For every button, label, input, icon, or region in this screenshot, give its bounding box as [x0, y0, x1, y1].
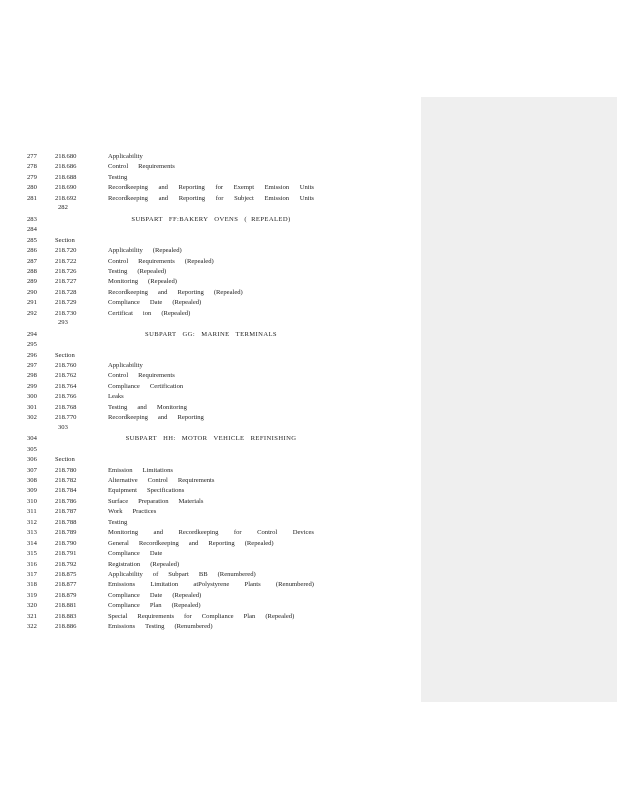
document-line [0, 622, 420, 632]
line-number: 311 [27, 508, 37, 516]
section-title-word: and [157, 414, 168, 422]
section-title-word: (Repealed) [148, 278, 177, 286]
section-title-word: Subpart [168, 571, 189, 578]
section-title-word: Requirements [138, 163, 175, 171]
document-line [0, 318, 420, 328]
section-number: 218.730 [55, 309, 77, 317]
document-line [0, 560, 420, 570]
section-title [108, 612, 314, 622]
document-line [0, 246, 420, 256]
section-label: Section [55, 456, 75, 464]
document-line [0, 183, 420, 193]
section-title [108, 486, 314, 496]
section-number: 218.881 [55, 602, 77, 610]
section-title-word: Equipment [108, 487, 137, 495]
section-title-word: Emissions [108, 623, 136, 631]
section-title-word: (Repealed) [171, 602, 201, 610]
section-number: 218.790 [55, 539, 77, 547]
line-number: 299 [27, 382, 37, 390]
section-title [108, 361, 314, 371]
line-number: 319 [27, 591, 37, 599]
section-title-word: Subject [234, 194, 254, 202]
section-title-word: Alternative [108, 476, 138, 484]
section-title-word: (Renumbered) [174, 623, 213, 631]
line-number: 291 [27, 299, 37, 307]
section-title-word: Testing [108, 403, 128, 411]
line-number: 321 [27, 612, 37, 620]
subpart-heading: SUBPART FF:BAKERY OVENS ( REPEALED) [131, 215, 291, 223]
section-title [108, 591, 314, 601]
document-line [0, 215, 420, 225]
section-title-word: Monitoring [108, 529, 139, 537]
document-line [0, 476, 420, 486]
section-number: 218.875 [55, 571, 77, 578]
document-line [0, 361, 420, 371]
subpart-heading: SUBPART GG: MARINE TERMINALS [145, 330, 277, 338]
section-title-word: Testing [108, 518, 128, 526]
section-title [108, 403, 314, 413]
section-number: 218.728 [55, 288, 77, 296]
section-title-word: Date [149, 591, 163, 599]
document-line [0, 497, 420, 507]
section-title [108, 183, 314, 193]
line-number: 281 [27, 194, 37, 202]
line-number: 312 [27, 518, 37, 526]
line-number: 286 [27, 247, 37, 255]
document-line [0, 392, 420, 402]
section-title-word: Surface [108, 497, 129, 505]
section-title-word: Recordkeeping [138, 539, 179, 547]
section-title-word: Reporting [178, 184, 205, 192]
section-number: 218.782 [55, 476, 77, 484]
section-title-word: Reporting [208, 539, 235, 547]
section-title-word: Preparation [138, 497, 169, 505]
section-number: 218.768 [55, 403, 77, 411]
line-number: 280 [27, 184, 37, 192]
document-line [0, 445, 420, 455]
line-number: 307 [27, 466, 37, 474]
section-title [108, 277, 314, 287]
section-title [108, 371, 314, 381]
section-title-word: and [157, 288, 168, 296]
section-title-word: Control [147, 476, 168, 484]
section-title-word: Reporting [177, 414, 204, 422]
section-title-word: and [188, 539, 199, 547]
section-number: 218.877 [55, 581, 77, 589]
line-number: 298 [27, 372, 37, 380]
section-title-word: Plan [149, 602, 162, 610]
line-number: 290 [27, 288, 37, 296]
section-title [108, 549, 314, 559]
section-title-word: Plants [244, 581, 261, 589]
section-title [108, 288, 314, 298]
section-title [108, 267, 314, 277]
section-number: 218.720 [55, 247, 77, 255]
line-number: 320 [27, 602, 37, 610]
section-title-word: Control [108, 372, 129, 380]
section-title-word: (Repealed) [265, 612, 295, 620]
document-line [0, 466, 420, 476]
section-title-word: (Repealed) [152, 247, 182, 255]
document-line [0, 236, 420, 246]
document-line [0, 162, 420, 172]
section-title-word: for [215, 194, 224, 202]
section-title-word: (Repealed) [244, 539, 274, 547]
section-title-word: for [184, 612, 192, 620]
line-number: 278 [27, 163, 37, 171]
document-line [0, 298, 420, 308]
section-title-word: Recordkeeping [108, 288, 148, 296]
section-title-word: (Repealed) [172, 591, 202, 599]
document-line [0, 507, 420, 517]
section-title-word: Compliance [108, 299, 140, 307]
section-title-word: Compliance [108, 591, 140, 599]
document-line [0, 203, 420, 213]
section-title-word: Reporting [177, 288, 204, 296]
document-line [0, 277, 420, 287]
document-line [0, 455, 420, 465]
section-title-word: Requirements [138, 372, 175, 380]
document-line [0, 601, 420, 611]
document-line [0, 612, 420, 622]
section-title-word: Monitoring [156, 403, 187, 411]
section-number: 218.764 [55, 382, 77, 390]
section-title-word: Applicability [108, 247, 143, 255]
section-title-word: BB [198, 571, 208, 578]
section-title [108, 298, 314, 308]
document-line [0, 549, 420, 559]
wrapped-line-number: 303 [58, 423, 68, 431]
section-number: 218.690 [55, 184, 77, 192]
section-title-word: Control [108, 163, 129, 171]
document-line [0, 152, 420, 162]
line-number: 279 [27, 173, 37, 181]
section-number: 218.688 [55, 173, 77, 181]
section-title-word: Emission [264, 194, 290, 202]
section-title-word: of [152, 571, 159, 578]
line-number: 315 [27, 550, 37, 558]
section-number: 218.786 [55, 497, 77, 505]
line-number: 301 [27, 403, 37, 411]
document-line [0, 434, 420, 444]
section-title-word: Certification [149, 382, 184, 390]
section-title-word: Compliance [108, 550, 140, 558]
section-title [108, 570, 314, 580]
section-title-word: Control [257, 529, 278, 537]
document-line [0, 570, 420, 580]
document-line [0, 518, 420, 528]
section-title-word: Control [108, 257, 129, 265]
line-number: 309 [27, 487, 37, 495]
section-title-word: (Repealed) [213, 288, 243, 296]
line-number: 283 [27, 215, 37, 223]
section-title-word: Applicability [108, 362, 143, 369]
section-number: 218.788 [55, 518, 77, 526]
section-number: 218.680 [55, 153, 77, 160]
document-line [0, 288, 420, 298]
section-number: 218.770 [55, 414, 77, 422]
section-number: 218.883 [55, 612, 77, 620]
section-number: 218.762 [55, 372, 77, 380]
section-title-word: Special [108, 612, 128, 620]
section-title-word: General [108, 539, 129, 547]
section-number: 218.766 [55, 393, 77, 401]
section-title-word: and [137, 403, 147, 411]
document-line [0, 528, 420, 538]
section-title-word: Testing [145, 623, 165, 631]
section-title-word: Recordkeeping [178, 529, 219, 537]
section-number: 218.784 [55, 487, 77, 495]
section-title-word: (Repealed) [137, 267, 167, 275]
section-number: 218.760 [55, 362, 77, 369]
section-title-word: Limitations [142, 466, 173, 474]
section-title-word: Exempt [233, 184, 255, 192]
line-number: 306 [27, 456, 37, 464]
document-line [0, 225, 420, 235]
section-title-word: Devices [292, 529, 314, 537]
section-title-word: Recordkeeping [108, 184, 148, 192]
section-title-word: Testing [108, 267, 128, 275]
section-number: 218.879 [55, 591, 77, 599]
section-title-word: Monitoring [108, 278, 139, 286]
section-title-word: and [153, 529, 164, 537]
section-title-word: Leaks [108, 393, 124, 401]
line-number: 284 [27, 226, 37, 234]
document-line [0, 257, 420, 267]
section-title-word: Practices [132, 508, 157, 516]
section-number: 218.692 [55, 194, 77, 202]
section-title-word: Recordkeeping [108, 414, 148, 422]
section-title-word: Requirements [177, 476, 215, 484]
line-number: 310 [27, 497, 37, 505]
section-number: 218.780 [55, 466, 77, 474]
section-title-word: Certificat [108, 309, 133, 317]
document-line [0, 539, 420, 549]
line-number: 285 [27, 236, 37, 244]
section-number: 218.791 [55, 550, 77, 558]
line-number: 296 [27, 351, 37, 359]
wrapped-line-number: 293 [58, 319, 68, 327]
section-title-word: Date [149, 550, 163, 558]
line-number: 302 [27, 414, 37, 422]
section-title-word: (Repealed) [172, 299, 202, 307]
section-title-word: Materials [178, 497, 204, 505]
section-title-word: Compliance [201, 612, 234, 620]
section-title-word: Applicability [108, 571, 143, 578]
line-number: 322 [27, 623, 37, 631]
section-title-word: Date [149, 299, 163, 307]
line-number: 304 [27, 435, 37, 443]
section-title-word: Applicability [108, 153, 143, 160]
section-title-word: atPolystyrene [193, 581, 230, 589]
section-title [108, 601, 314, 611]
section-number: 218.792 [55, 560, 77, 568]
line-number: 313 [27, 529, 37, 537]
section-title-word: (Renumbered) [275, 581, 314, 589]
section-title-word: Plan [243, 612, 256, 620]
section-title-word: (Repealed) [184, 257, 214, 265]
line-number: 277 [27, 153, 37, 160]
line-number: 287 [27, 257, 37, 265]
section-title [108, 560, 314, 570]
section-number: 218.727 [55, 278, 77, 286]
document-line [0, 267, 420, 277]
document-line [0, 486, 420, 496]
section-title [108, 466, 314, 476]
section-title [108, 246, 314, 256]
document-line [0, 173, 420, 183]
line-number: 317 [27, 571, 37, 578]
section-title-word: (Repealed) [161, 309, 191, 317]
document-line [0, 382, 420, 392]
section-title [108, 152, 314, 162]
section-title [108, 528, 314, 538]
line-number: 314 [27, 539, 37, 547]
section-title-word: Compliance [108, 602, 140, 610]
line-number: 305 [27, 445, 37, 453]
document-line [0, 330, 420, 340]
section-title [108, 507, 314, 517]
section-title-word: Requirements [138, 257, 175, 265]
section-title [108, 622, 314, 632]
line-number: 316 [27, 560, 37, 568]
section-title [108, 382, 314, 392]
section-label: Section [55, 236, 75, 244]
section-title-word: and [158, 184, 168, 192]
document-line [0, 423, 420, 433]
section-title [108, 580, 314, 590]
section-title-word: Reporting [178, 194, 206, 202]
document-line [0, 580, 420, 590]
document-line [0, 371, 420, 381]
section-title-word: Registration [108, 560, 141, 568]
section-title-word: Testing [108, 173, 128, 181]
section-title [108, 476, 314, 486]
section-title-word: ion [142, 309, 152, 317]
document-line [0, 340, 420, 350]
section-title-word: for [233, 529, 242, 537]
section-number: 218.722 [55, 257, 77, 265]
section-title-word: Specifications [146, 487, 185, 495]
section-title [108, 257, 314, 267]
line-number: 300 [27, 393, 37, 401]
subpart-heading: SUBPART HH: MOTOR VEHICLE REFINISHING [125, 435, 297, 443]
section-title [108, 392, 314, 402]
section-title-word: Requirements [137, 612, 175, 620]
line-number: 294 [27, 330, 37, 338]
section-number: 218.726 [55, 267, 77, 275]
section-title-word: for [215, 184, 224, 192]
section-title-word: (Renumbered) [217, 571, 256, 578]
line-number: 295 [27, 341, 37, 349]
section-title-word: Emission [108, 466, 133, 474]
wrapped-line-number: 282 [58, 204, 68, 212]
line-number: 288 [27, 267, 37, 275]
line-number: 289 [27, 278, 37, 286]
section-title-word: Compliance [108, 382, 140, 390]
section-title [108, 518, 314, 528]
section-title-word: Emissions [108, 581, 136, 589]
document-line [0, 591, 420, 601]
section-number: 218.886 [55, 623, 77, 631]
section-title [108, 162, 314, 172]
section-title [108, 173, 314, 183]
document-line [0, 403, 420, 413]
comment-sidebar [421, 97, 617, 702]
section-number: 218.729 [55, 299, 77, 307]
section-title [108, 497, 314, 507]
section-title-word: Emission [264, 184, 290, 192]
line-number: 297 [27, 362, 37, 369]
document-line [0, 351, 420, 361]
section-number: 218.787 [55, 508, 77, 516]
line-number: 308 [27, 476, 37, 484]
line-number: 292 [27, 309, 37, 317]
section-title-word: (Repealed) [150, 560, 180, 568]
section-title-word: Work [108, 508, 123, 516]
section-number: 218.686 [55, 163, 77, 171]
section-title-word: and [158, 194, 169, 202]
section-label: Section [55, 351, 75, 359]
section-title-word: Limitation [150, 581, 179, 589]
section-number: 218.789 [55, 529, 77, 537]
section-title-word: Units [299, 194, 314, 202]
line-number: 318 [27, 581, 37, 589]
section-title-word: Units [299, 184, 314, 192]
section-title-word: Recordkeeping [108, 194, 148, 202]
section-title [108, 539, 314, 549]
